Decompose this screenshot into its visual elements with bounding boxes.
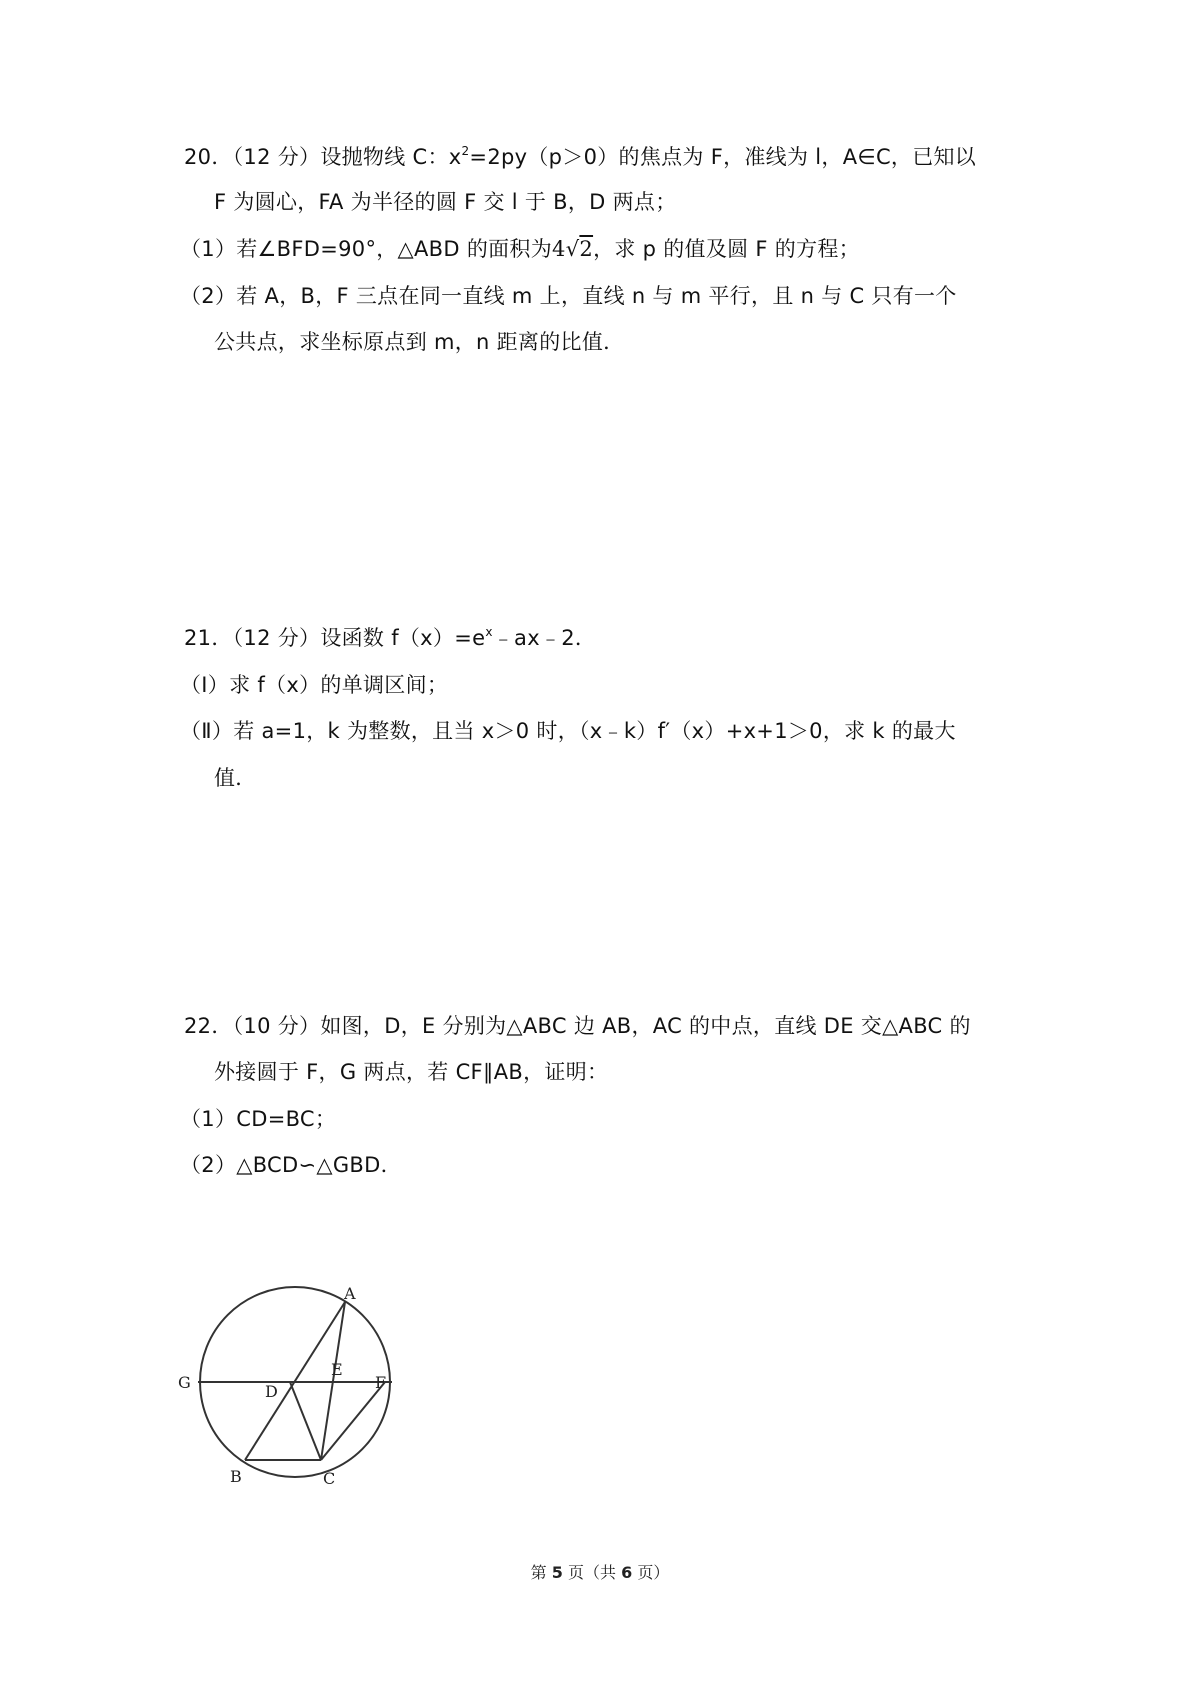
q21-stem: 21．（12 分）设函数 $f(x)=e^x﹣ax﹣2$． [184, 625, 597, 650]
q20-part2-line1: （2）若 A，B，F 三点在同一直线 m 上，直线 n 与 m 平行，且 n 与 C 只有一个 [180, 284, 957, 308]
q22-stem-line2: 外接圆于 F，G 两点，若 CF∥AB，证明： [214, 1060, 609, 1084]
page-footer: 第 5 页（共 6 页） [530, 1563, 670, 1582]
label-C: C [323, 1469, 336, 1488]
q21-part1: （Ⅰ）求 f（x）的单调区间； [180, 673, 449, 697]
label-D: D [265, 1382, 278, 1401]
line-DC [290, 1382, 321, 1460]
q20-stem-line2: F 为圆心，FA 为半径的圆 F 交 l 于 B，D 两点； [214, 190, 677, 214]
q22-part2: （2）△BCD∽△GBD． [180, 1153, 402, 1177]
q20-part1: （1）若∠BFD=90°，△ABD 的面积为4√2，求 p 的值及圆 F 的方程； [180, 237, 860, 261]
q20-part2-line2: 公共点，求坐标原点到 m，n 距离的比值． [214, 330, 625, 354]
sqrt-expression: 4√2 [552, 237, 594, 261]
geometry-figure [180, 1282, 420, 1502]
label-F: F [375, 1373, 387, 1392]
label-B: B [230, 1467, 242, 1486]
superscript: x [485, 625, 493, 639]
label-E: E [331, 1360, 343, 1379]
q22-part1: （1）CD=BC； [180, 1107, 337, 1131]
label-G: G [178, 1373, 191, 1392]
label-A: A [344, 1284, 356, 1303]
q21-part2-line2: 值． [214, 766, 257, 790]
page-total: 6 [621, 1563, 633, 1582]
superscript: 2 [461, 144, 470, 158]
q20-stem-line1: 20．（12 分）设抛物线 C：$x^2=2py(p>0)$的焦点为 F，准线为 l，A∈C，已知以 [184, 144, 977, 169]
q22-stem-line1: 22．（10 分）如图，D，E 分别为△ABC 边 AB，AC 的中点，直线 DE 交△ABC 的 [184, 1014, 971, 1038]
q21-part2-line1: （Ⅱ）若 a=1，k 为整数，且当 x＞0 时，（x﹣k）f′（x）+x+1＞0，求 k 的最大 [180, 719, 956, 743]
page-number: 5 [551, 1563, 563, 1582]
